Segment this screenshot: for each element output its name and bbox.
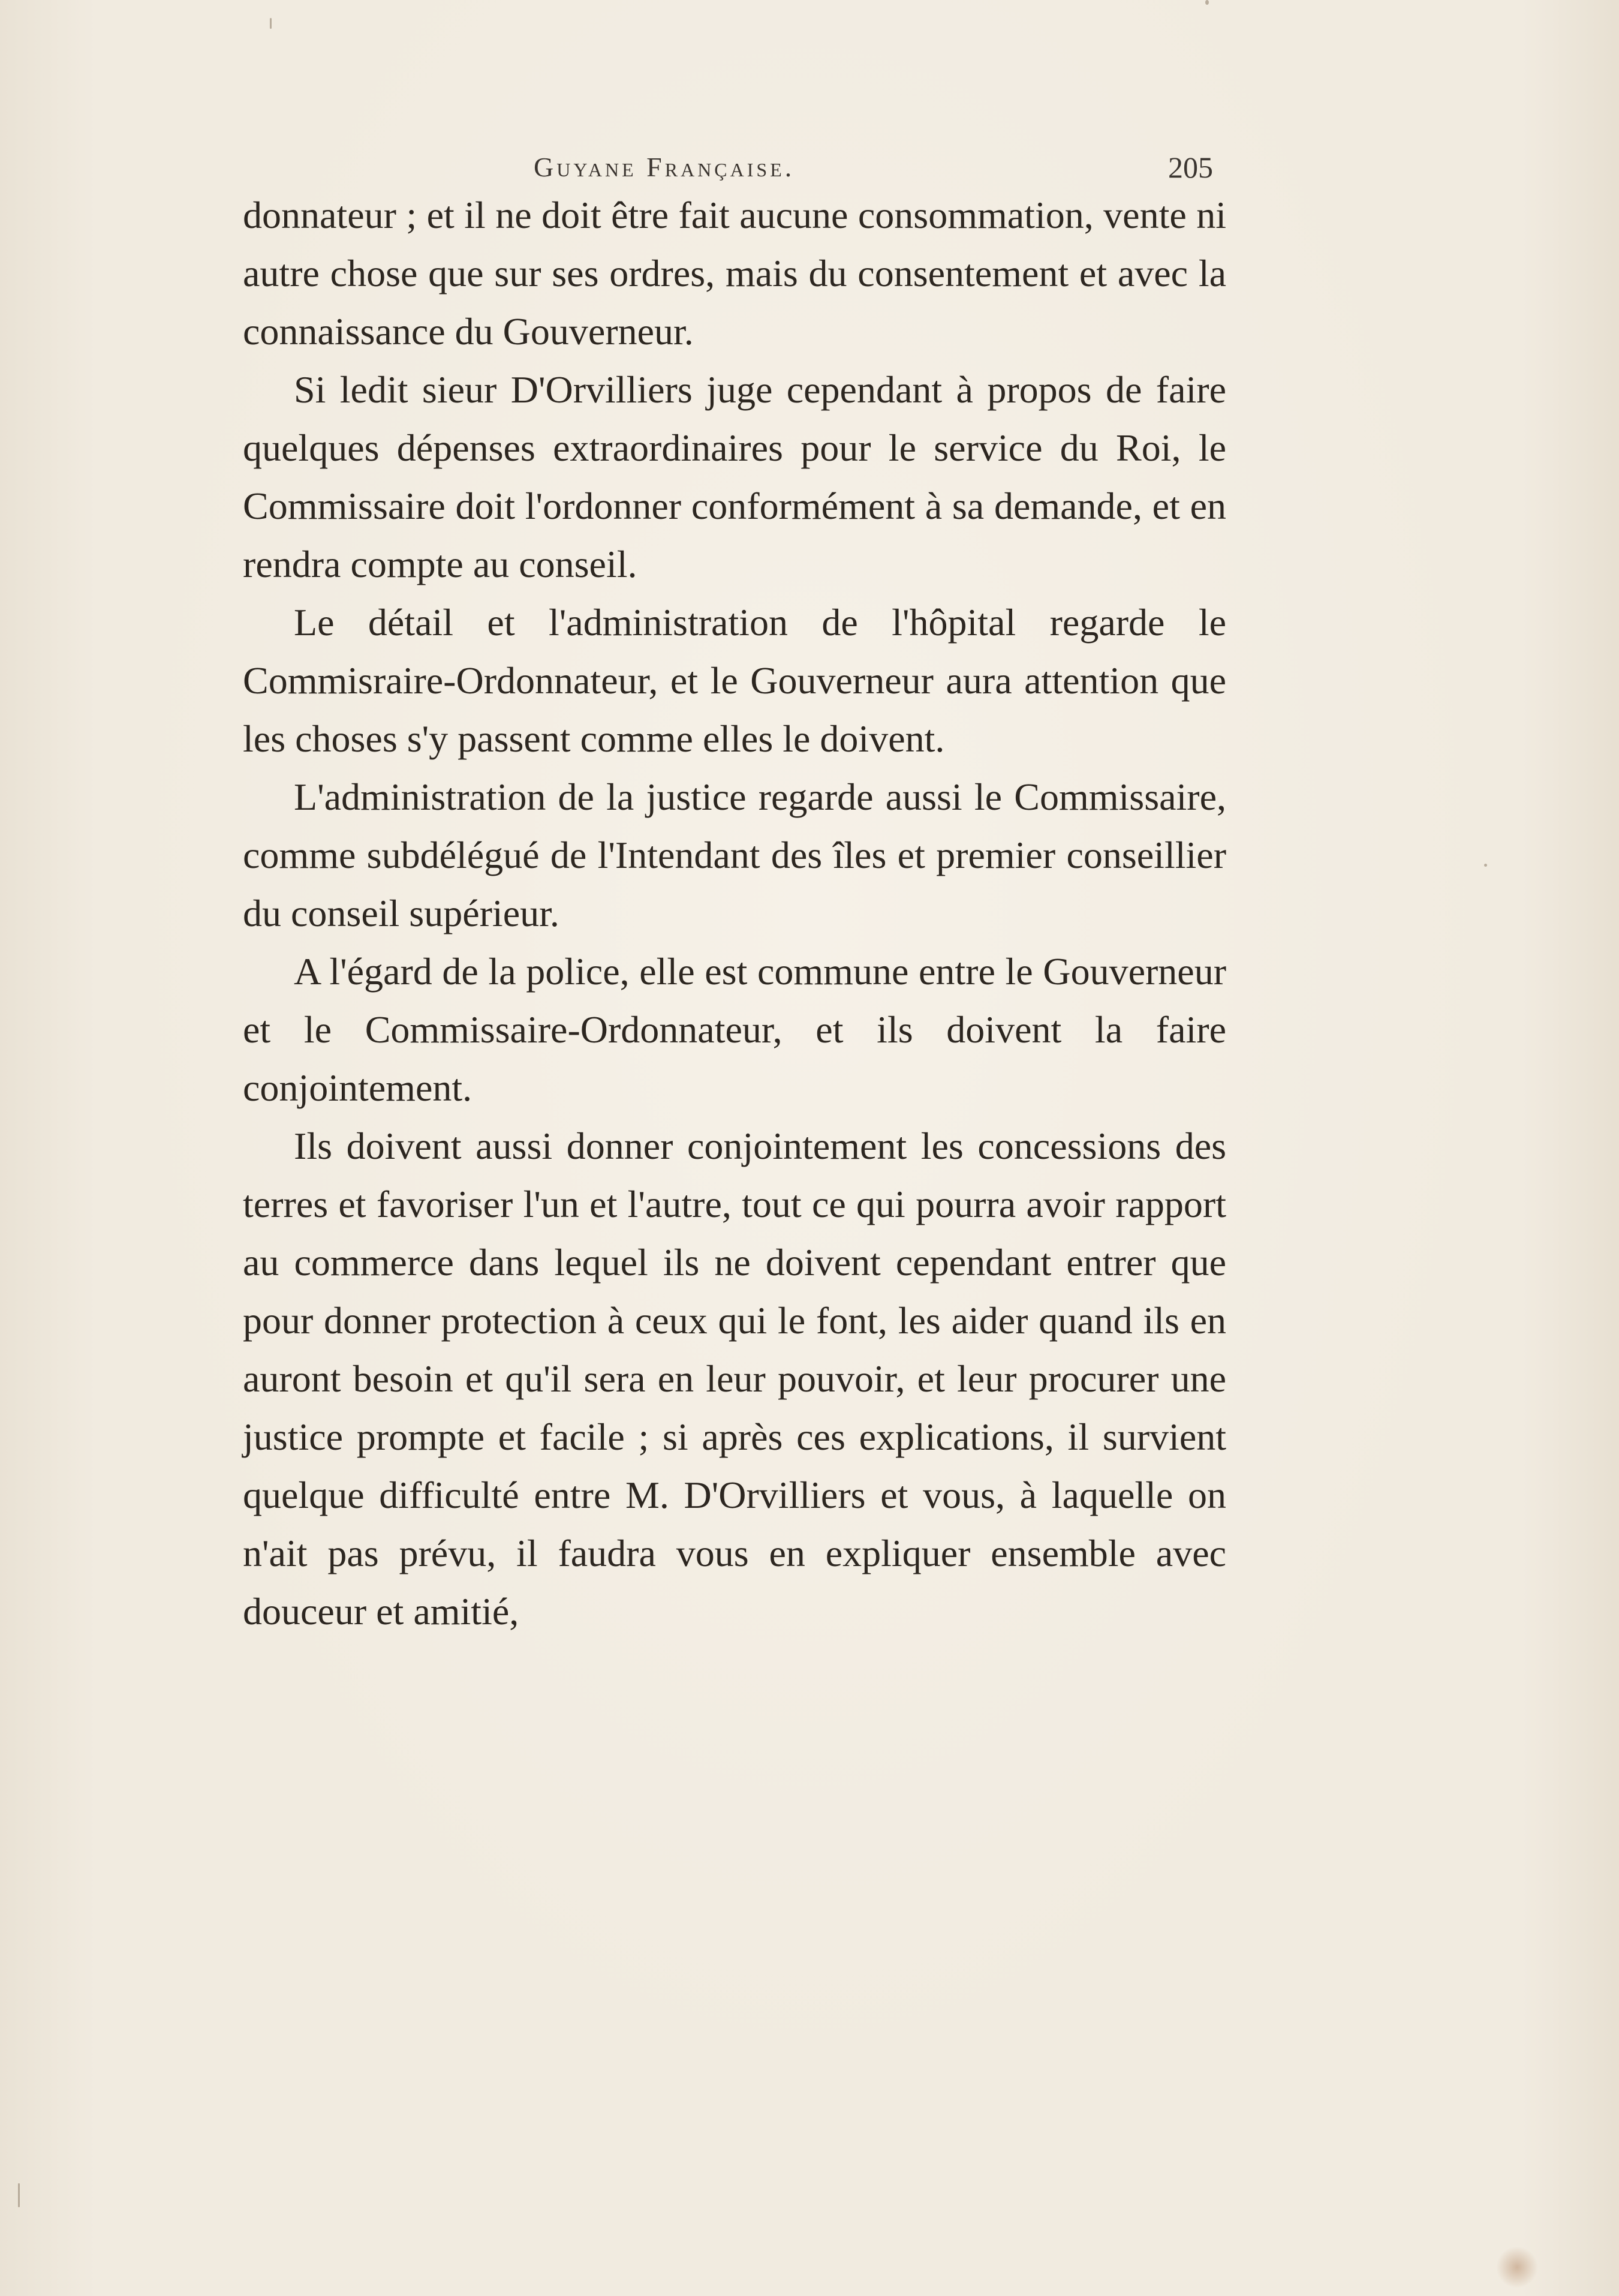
paper-speck — [1484, 864, 1487, 867]
paper-speck — [270, 18, 272, 29]
paragraph-1: donnateur ; et il ne doit être fait aucune consommation, vente ni autre chose que sur ses ordres, mais du consentement et avec la connaissance du Gouverneur. — [243, 194, 1226, 353]
paragraph-6: Ils doivent aussi donner conjointement les concessions des terres et favoriser l'un et l'autre, tout ce qui pourra avoir rapport au commerce dans lequel ils ne doivent cependant entrer que pour donner protection à ceux qui le font, les aider quand ils en auront besoin et qu'il sera en leur pouvoir, et leur procurer une justice prompte et facile ; si après ces explications, il survient quelque difficulté entre M. D'Orvilliers et vous, à laquelle on n'ait pas prévu, il faudra vous en expliquer ensemble avec douceur et amitié, — [243, 1125, 1226, 1633]
paragraph-5: A l'égard de la police, elle est commune entre le Gouverneur et le Commissaire-Ordonnateur, et ils doivent la faire conjointement. — [243, 950, 1226, 1109]
paragraph-3: Le détail et l'administration de l'hôpital regarde le Commisraire-Ordonnateur, et le Gouverneur aura attention que les choses s'y passent comme elles le doivent. — [243, 601, 1226, 760]
paper-speck — [18, 2183, 20, 2207]
body-text — [243, 186, 1226, 1640]
paragraph-2: Si ledit sieur D'Orvilliers juge cependant à propos de faire quelques dépenses extraordinaires pour le service du Roi, le Commissaire doit l'ordonner conformément à sa demande, et en rendra compte au conseil. — [243, 368, 1226, 585]
foxing-stain — [1496, 2246, 1538, 2288]
page-number: 205 — [1168, 151, 1213, 184]
running-head: Guyane Française. — [534, 152, 795, 182]
paragraph-4: L'administration de la justice regarde aussi le Commissaire, comme subdélégué de l'Intendant des îles et premier conseillier du conseil supérieur. — [243, 776, 1226, 934]
paper-speck — [1205, 0, 1209, 5]
